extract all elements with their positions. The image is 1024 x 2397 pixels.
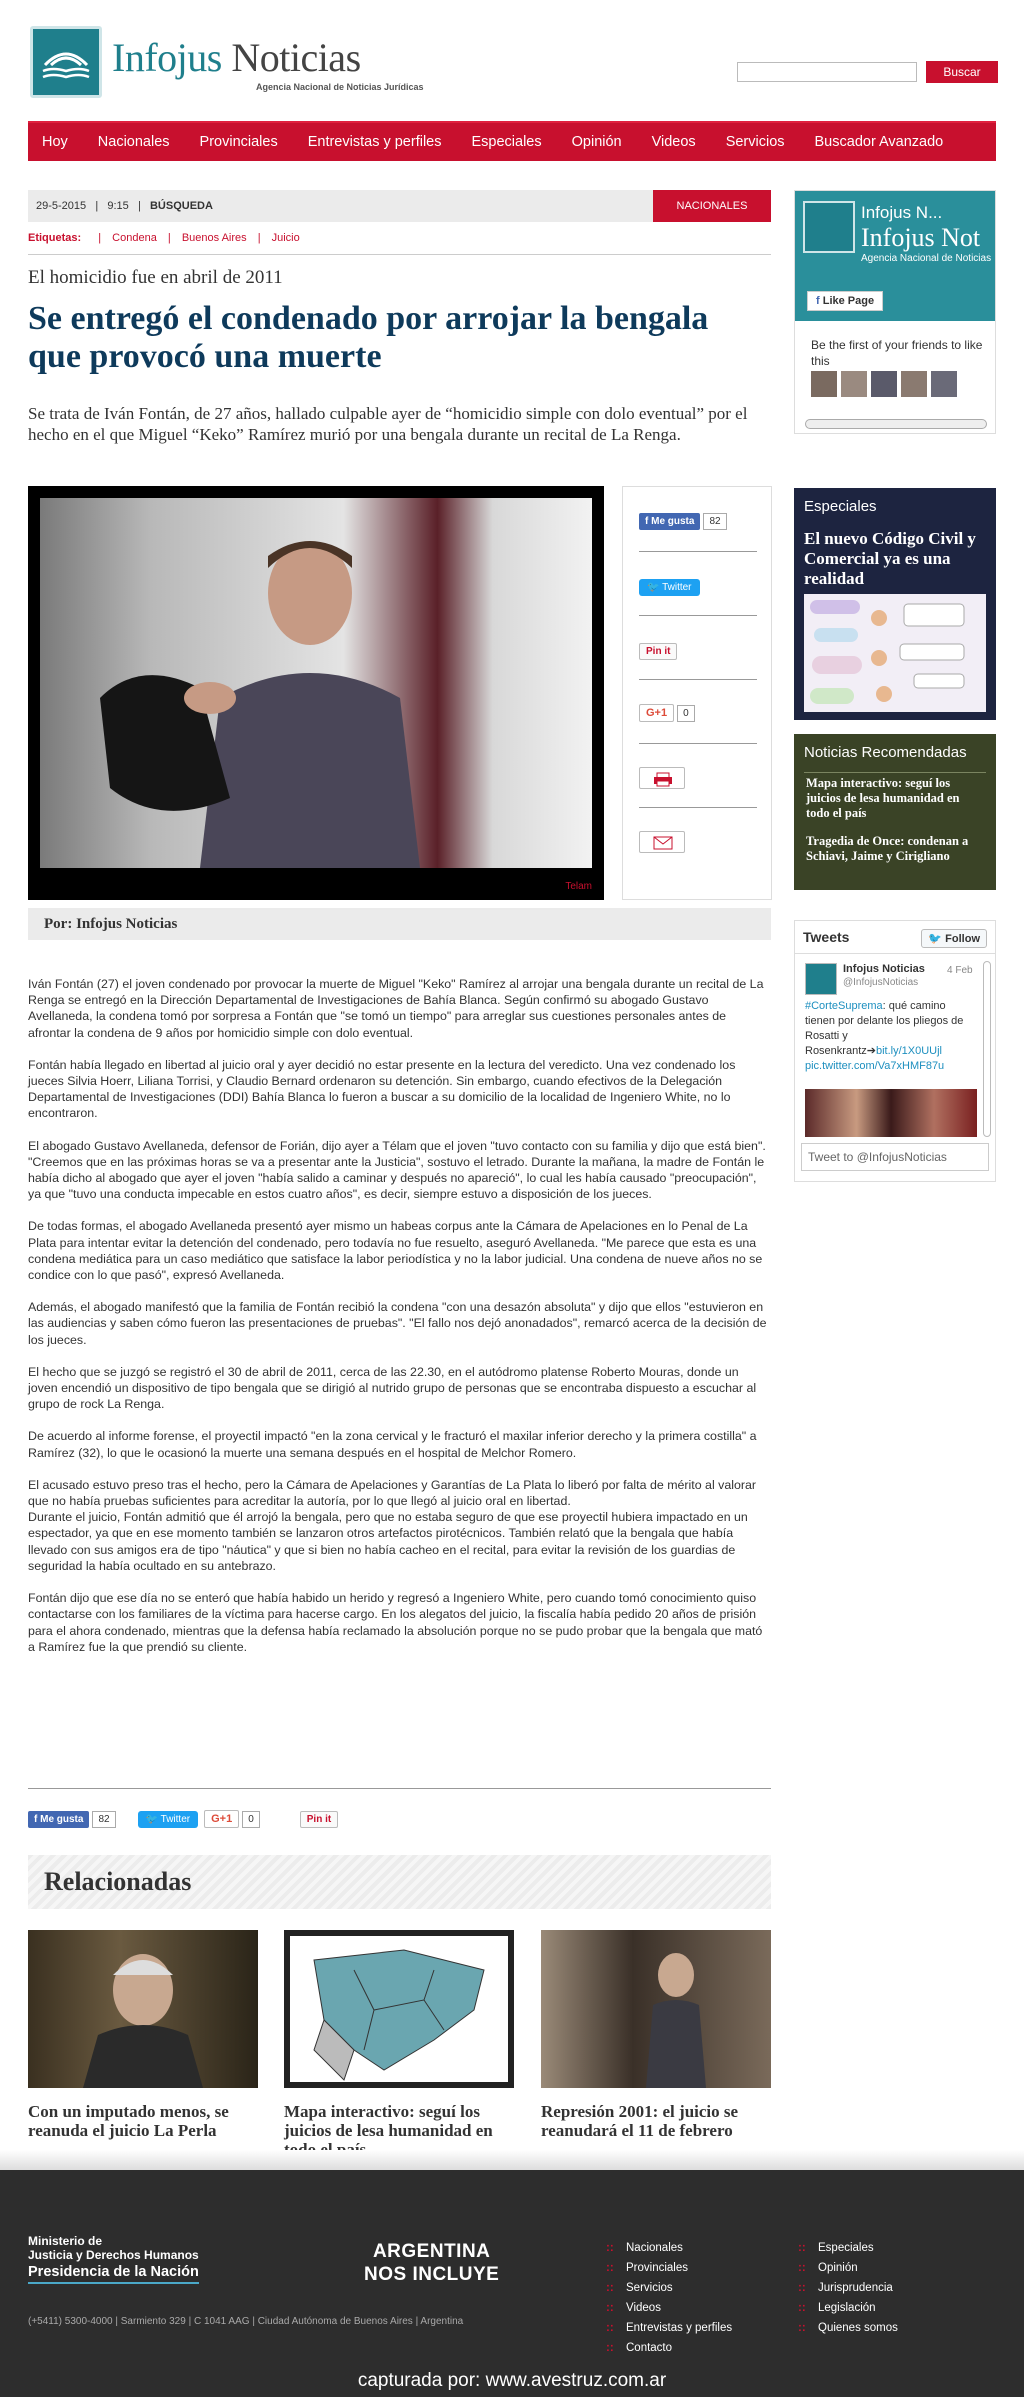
tweet-media-link[interactable]: pic.twitter.com/Va7xHMF87u bbox=[805, 1060, 945, 1072]
logo-icon[interactable] bbox=[30, 26, 102, 98]
map-icon bbox=[284, 1930, 514, 2088]
recommended-item[interactable]: Tragedia de Once: condenan a Schiavi, Jaime y Cirigliano bbox=[806, 834, 969, 863]
tweet-text: #CorteSuprema: qué camino tienen por delante los pliegos de Rosatti y Rosenkrantz➔bit.ly/1X0UUjl pic.twitter.com/Va7xHMF87u bbox=[805, 1000, 964, 1072]
twitter-follow-button[interactable]: 🐦 Follow bbox=[921, 929, 987, 948]
related-photo-illustration bbox=[28, 1930, 258, 2088]
fb-like-row bbox=[639, 511, 727, 530]
article-title: Se entregó el condenado por arrojar la bengala que provocó una muerte bbox=[28, 300, 709, 375]
tweets-heading: Tweets bbox=[803, 929, 850, 945]
facebook-like-button[interactable]: f Me gusta bbox=[28, 1811, 89, 1828]
footer-link[interactable]: :: Entrevistas y perfiles bbox=[606, 2318, 732, 2338]
photo-person-illustration bbox=[40, 498, 592, 868]
footer-link[interactable]: :: Especiales bbox=[798, 2238, 898, 2258]
twitter-bird-icon: 🐦 bbox=[145, 1813, 161, 1825]
related-item[interactable] bbox=[284, 1930, 514, 2159]
footer-links-col1 bbox=[606, 2238, 732, 2358]
logo-name: Noticias bbox=[231, 35, 361, 80]
share-bar-bottom bbox=[28, 1810, 338, 1828]
google-plus-button[interactable]: G+1 bbox=[204, 1810, 239, 1828]
facebook-icon: f bbox=[645, 516, 652, 527]
tweet-link[interactable]: bit.ly/1X0UUjl bbox=[875, 1045, 942, 1057]
divider bbox=[795, 953, 995, 954]
footer-link[interactable]: :: Jurisprudencia bbox=[798, 2278, 898, 2298]
related-photo-illustration bbox=[541, 1930, 771, 2088]
facebook-page-big-text: Infojus Not bbox=[861, 223, 981, 252]
especiales-title[interactable]: El nuevo Código Civil y Comercial ya es una realidad bbox=[804, 529, 976, 588]
footer-shadow bbox=[0, 2150, 1024, 2170]
pinterest-button[interactable]: Pin it bbox=[639, 643, 677, 660]
print-row bbox=[639, 767, 685, 795]
tweet-date[interactable]: 4 Feb bbox=[947, 965, 973, 976]
article-datetime: 29-5-2015 | 9:15 | BÚSQUEDA bbox=[36, 200, 213, 212]
article-photo bbox=[28, 486, 604, 900]
nav-item-especiales[interactable]: Especiales bbox=[471, 134, 542, 150]
article-body bbox=[28, 976, 771, 1671]
logo-wordmark[interactable] bbox=[112, 36, 361, 80]
divider bbox=[639, 679, 757, 680]
facebook-icon: f bbox=[816, 295, 823, 307]
share-column bbox=[622, 486, 772, 900]
facebook-like-count: 82 bbox=[92, 1811, 115, 1828]
related-thumbnail[interactable] bbox=[284, 1930, 514, 2088]
capture-watermark: capturada por: www.avestruz.com.ar bbox=[357, 2370, 667, 2391]
avatar[interactable] bbox=[931, 371, 957, 397]
avatar[interactable] bbox=[805, 963, 837, 995]
tags-label: Etiquetas: bbox=[28, 232, 82, 244]
google-plus-count: 0 bbox=[242, 1811, 260, 1828]
facebook-page-name[interactable]: Infojus N... bbox=[861, 203, 943, 222]
email-row bbox=[639, 831, 685, 859]
nav-item-nacionales[interactable]: Nacionales bbox=[97, 134, 170, 150]
facebook-page-logo-icon bbox=[803, 201, 855, 253]
nav-item-videos[interactable]: Videos bbox=[651, 134, 696, 150]
nav-item-servicios[interactable]: Servicios bbox=[725, 134, 785, 150]
twitter-timeline-widget bbox=[794, 920, 996, 1182]
facebook-page-cover[interactable] bbox=[795, 191, 995, 321]
related-item[interactable] bbox=[541, 1930, 771, 2140]
print-button[interactable] bbox=[639, 767, 685, 789]
twitter-bird-icon: 🐦 bbox=[647, 582, 663, 593]
divider bbox=[639, 615, 757, 616]
tag-link[interactable]: Juicio bbox=[271, 232, 300, 244]
article-paragraph: Fontán había llegado en libertad al juicio oral y ayer decidió no estar presente en la lectura del veredicto. Una vez condenado los jueces Silvia Hoerr, Liliana Torrisi, y Claudio Bernard ordenaron su detención. Sin embargo, cuando efectivos de la Delegación Departamental de Investigaciones (DDI) Bahía Blanca lo fueron a buscar a su domicilio de la localidad de Ingeniero White, no lo encontraron. bbox=[28, 1057, 736, 1121]
article-paragraph: De acuerdo al informe forense, el proyectil impactó "en la zona cervical y le fracturó el maxilar inferior derecho y la primera costilla" a Ramírez (32), lo que le ocasionó la muerte una semana después en el hospital de Melchor Romero. bbox=[28, 1429, 757, 1460]
photo-image bbox=[40, 498, 592, 868]
article-paragraph: El acusado estuvo preso tras el hecho, pero la Cámara de Apelaciones y Garantías de La Plata lo liberó por falta de mérito al valorar que no había pruebas suficientes para acreditar la autoría, por lo que llegó al juicio oral en libertad. Durante el juicio, Fontán admitió que él arrojó la bengala, pero que no estaba seguro de que ese proyectil hubiera impactado en un espectador, ya que en ese momento también se lanzaron otros artefactos pirotécnicos. También relató que la bengala que había llevado con sus amigos era de tipo "náutica" y que si bien no había cacheo en el recital, para evitar la revisión de los guardias de seguridad la había ocultado en su antebrazo. bbox=[28, 1477, 757, 1573]
footer-link[interactable]: :: Contacto bbox=[606, 2338, 732, 2358]
google-plus-count: 0 bbox=[677, 705, 695, 722]
especiales-illustration bbox=[804, 594, 986, 712]
argentina-nos-incluye-logo[interactable]: ARGENTINA NOS INCLUYE bbox=[364, 2241, 500, 2285]
related-heading: Relacionadas bbox=[28, 1855, 771, 1909]
recommended-heading: Noticias Recomendadas bbox=[804, 744, 967, 761]
nav-item-opinion[interactable]: Opinión bbox=[571, 134, 622, 150]
photo-credit: Telam bbox=[565, 881, 592, 892]
article-paragraph: Fontán dijo que ese día no se enteró que había habido un herido y regresó a Ingeniero White, pero cuando tomó conocimiento quiso contactarse con los familiares de la víctima para hacerse cargo. En los alegatos del juicio, la fiscalía había pedido 20 años de prisión para el ahora condenado, mientras que la defensa había reclamado la absolución porque no se pudo probar que la bengala que mató a Ramírez fue la que prendió su cliente. bbox=[28, 1591, 763, 1654]
gplus-row bbox=[639, 703, 695, 722]
pinterest-row bbox=[639, 641, 677, 660]
footer-link[interactable]: :: Quienes somos bbox=[798, 2318, 898, 2338]
printer-icon bbox=[640, 768, 686, 790]
footer-link[interactable]: :: Opinión bbox=[798, 2258, 898, 2278]
divider bbox=[804, 772, 986, 773]
divider bbox=[639, 807, 757, 808]
avatar[interactable] bbox=[901, 371, 927, 397]
related-thumbnail[interactable] bbox=[541, 1930, 771, 2088]
twitter-bird-icon: 🐦 bbox=[928, 933, 946, 945]
facebook-friend-faces bbox=[811, 371, 961, 397]
facebook-widget-scrollbar[interactable] bbox=[805, 419, 987, 429]
tweet-author-name[interactable]: Infojus Noticias bbox=[843, 963, 925, 975]
article-paragraph: El abogado Gustavo Avellaneda, defensor de Forián, dijo ayer a Télam que el joven "tuvo contacto con su familia y dijo que está bien". "Creemos que en las próximas horas se va a presentar ante la Justicia", sostuvo el letrado. Durante la mañana, la madre de Fontán le había dicho al abogado que ayer el joven "había salido a caminar y después no apareció", lo cual les había causado "preocupación", ya que "tuvo una conducta impecable en estos cuatro años", es decir, siempre estuvo a disposición de los jueces. bbox=[28, 1138, 766, 1202]
search-button[interactable]: Buscar bbox=[926, 61, 998, 83]
footer-address: (+5411) 5300-4000 | Sarmiento 329 | C 1041 AAG | Ciudad Autónoma de Buenos Aires | Argentina bbox=[28, 2316, 464, 2327]
article-time: 9:15 bbox=[107, 200, 129, 212]
tweet-hashtag[interactable]: #CorteSuprema bbox=[805, 1000, 883, 1012]
twitter-row bbox=[639, 577, 700, 596]
facebook-icon: f bbox=[34, 1813, 41, 1825]
nav-item-entrevistas[interactable]: Entrevistas y perfiles bbox=[307, 134, 442, 150]
email-button[interactable] bbox=[639, 831, 685, 853]
article-byline: Por: Infojus Noticias bbox=[28, 908, 771, 940]
nav-item-provinciales[interactable]: Provinciales bbox=[199, 134, 278, 150]
related-title[interactable]: Mapa interactivo: seguí los juicios de lesa humanidad en bbox=[284, 2102, 493, 2140]
twitter-share-button[interactable]: 🐦 Twitter bbox=[138, 1811, 199, 1828]
article-paragraph: El hecho que se juzgó se registró el 30 de abril de 2011, cerca de las 22.30, en el autódromo platense Roberto Mouras, donde un joven encendió un dispositivo de tipo bengala que se dirigió al nutrido grupo de personas que se encontraba dispuesto a escuchar al grupo de rock La Renga. bbox=[28, 1364, 757, 1412]
search-input[interactable] bbox=[737, 62, 917, 82]
article-date: 29-5-2015 bbox=[36, 200, 87, 212]
related-title[interactable]: Con un imputado menos, se reanuda el juicio La Perla bbox=[28, 2102, 229, 2140]
ministry-name[interactable]: Ministerio de Justicia y Derechos Humanos bbox=[28, 2234, 199, 2262]
facebook-like-button[interactable]: f Me gusta bbox=[639, 513, 700, 530]
site-header bbox=[28, 24, 1000, 104]
main-nav bbox=[28, 121, 996, 161]
recommended-item[interactable]: Mapa interactivo: seguí los juicios de lesa humanidad en todo el país bbox=[806, 776, 960, 820]
tweet-to-input[interactable]: Tweet to @InfojusNoticias bbox=[801, 1143, 989, 1171]
facebook-page-sub: Agencia Nacional de Noticias bbox=[861, 253, 992, 264]
related-thumbnail[interactable] bbox=[28, 1930, 258, 2088]
avatar[interactable] bbox=[871, 371, 897, 397]
facebook-page-widget bbox=[794, 190, 996, 434]
nav-item-buscador-avanzado[interactable]: Buscador Avanzado bbox=[814, 134, 944, 150]
divider bbox=[28, 254, 771, 255]
section-tag[interactable]: NACIONALES bbox=[653, 190, 771, 222]
facebook-like-count: 82 bbox=[703, 513, 726, 530]
related-item[interactable] bbox=[28, 1930, 258, 2140]
presidencia-name[interactable]: Presidencia de la Nación bbox=[28, 2264, 199, 2284]
avatar[interactable] bbox=[811, 371, 837, 397]
footer-link[interactable]: :: Servicios bbox=[606, 2278, 732, 2298]
logo-brand: Infojus bbox=[112, 35, 222, 80]
pinterest-button[interactable]: Pin it bbox=[300, 1811, 338, 1828]
article-lead: Se trata de Iván Fontán, de 27 años, hallado culpable ayer de “homicidio simple con dolo eventual” por el hecho en el que Miguel “Keko” Ramírez murió por una bengala durante un recital de La Renga. bbox=[28, 404, 748, 444]
footer-links-col2 bbox=[798, 2238, 898, 2338]
especiales-box[interactable] bbox=[794, 488, 996, 720]
search-label[interactable]: BÚSQUEDA bbox=[149, 200, 213, 212]
divider bbox=[639, 551, 757, 552]
article-kicker: El homicidio fue en abril de 2011 bbox=[28, 267, 283, 288]
facebook-friends-text: Be the first of your friends to like this bbox=[811, 338, 983, 368]
especiales-image[interactable] bbox=[804, 594, 986, 712]
article-paragraph: Iván Fontán (27) el joven condenado por provocar la muerte de Miguel "Keko" Ramírez al arrojar una bengala durante un recital de La Renga se entregó en la Dirección Departamental de Investigaciones de Bahía Blanca. Según confirmó su abogado Gustavo Avellaneda, la condena tomó por sorpresa a Fontán que "se tomó un tiempo" para arreglar sus cuestiones personales antes de afrontar la condena de 9 años por homicidio simple con dolo eventual. bbox=[28, 977, 764, 1040]
related-title[interactable]: Represión 2001: el juicio se reanudará el 11 de febrero bbox=[541, 2102, 739, 2140]
article-paragraph: De todas formas, el abogado Avellaneda presentó ayer mismo un habeas corpus ante la Cámara de Apelaciones en lo Penal de La Plata para intentar evitar la detención del condenado, pero todavía no fue resuelto, aseguró Avellaneda. "Me parece que esta es una condena mediática para un caso mediático que satisface la labor periodística y no la labor judicial. Una condena de nueve años no se condice con lo que pasó", expresó Avellaneda. bbox=[28, 1219, 763, 1283]
twitter-share-button[interactable]: 🐦 Twitter bbox=[639, 579, 700, 596]
nav-item-hoy[interactable]: Hoy bbox=[42, 134, 68, 150]
divider bbox=[639, 743, 757, 744]
tweet-image[interactable] bbox=[805, 1089, 977, 1137]
especiales-heading: Especiales bbox=[804, 498, 877, 515]
footer-link[interactable]: :: Videos bbox=[606, 2298, 732, 2318]
tag-link[interactable]: Buenos Aires bbox=[181, 232, 247, 244]
article-paragraph: Además, el abogado manifestó que la familia de Fontán recibió la condena "con una desazón absoluta" y dijo que ellos "estuvieron en las audiencias y saben cómo fueron las presentaciones de pruebas". "El fallo nos dejó anonadados", remarcó acerca de la decisión de los jueces. bbox=[28, 1300, 767, 1347]
article-meta-bar bbox=[28, 190, 771, 222]
footer-link[interactable]: :: Provinciales bbox=[606, 2258, 732, 2278]
footer-link[interactable]: :: Nacionales bbox=[606, 2238, 732, 2258]
avatar[interactable] bbox=[841, 371, 867, 397]
tag-link[interactable]: Condena bbox=[112, 232, 157, 244]
google-plus-button[interactable]: G+1 bbox=[639, 704, 674, 722]
divider bbox=[28, 1788, 771, 1789]
tweet-author-handle[interactable]: @InfojusNoticias bbox=[843, 977, 919, 988]
tweets-scrollbar[interactable] bbox=[983, 961, 991, 1137]
footer-link[interactable]: :: Legislación bbox=[798, 2298, 898, 2318]
envelope-icon bbox=[640, 832, 686, 854]
recommended-news-box bbox=[794, 734, 996, 890]
facebook-like-page-button[interactable]: f Like Page bbox=[807, 291, 883, 311]
tags-row: Etiquetas: | Condena | Buenos Aires | Juicio bbox=[28, 232, 300, 244]
logo-subtitle: Agencia Nacional de Noticias Jurídicas bbox=[256, 82, 424, 92]
